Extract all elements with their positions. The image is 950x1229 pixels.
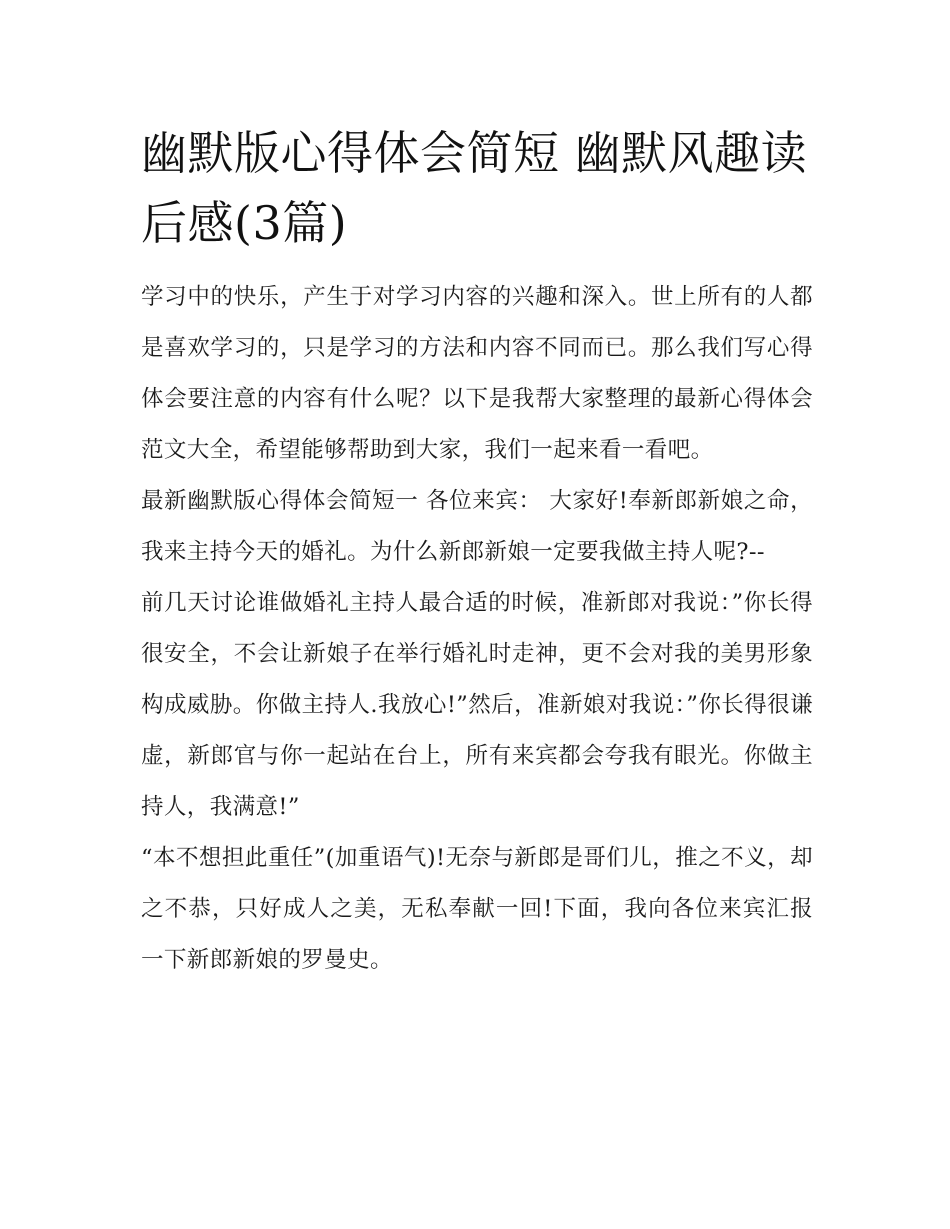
document-body — [141, 272, 813, 986]
document-page — [141, 118, 813, 986]
paragraph-intro: 学习中的快乐，产生于对学习内容的兴趣和深入。世上所有的人都是喜欢学习的，只是学习的方法和内容不同而已。那么我们写心得体会要注意的内容有什么呢？以下是我帮大家整理的最新心得体会范文大全，希望能够帮助到大家，我们一起来看一看吧。 — [141, 284, 813, 463]
paragraph-groom-bride-quotes: 前几天讨论谁做婚礼主持人最合适的时候，准新郎对我说：”你长得很安全，不会让新娘子在举行婚礼时走神，更不会对我的美男形象构成威胁。你做主持人.我放心!”然后，准新娘对我说：”你长得很谦虚，新郎官与你一起站在台上，所有来宾都会夸我有眼光。你做主持人，我满意!” — [141, 590, 813, 820]
paragraph-opening: 最新幽默版心得体会简短一 各位来宾： 大家好!奉新郎新娘之命，我来主持今天的婚礼。为什么新郎新娘一定要我做主持人呢?-- — [141, 488, 813, 565]
paragraph-romance-report: “本不想担此重任”(加重语气)!无奈与新郎是哥们儿，推之不义，却之不恭，只好成人之美，无私奉献一回!下面，我向各位来宾汇报一下新郎新娘的罗曼史。 — [141, 845, 813, 973]
document-title: 幽默版心得体会简短 幽默风趣读后感(3篇) — [141, 126, 808, 250]
